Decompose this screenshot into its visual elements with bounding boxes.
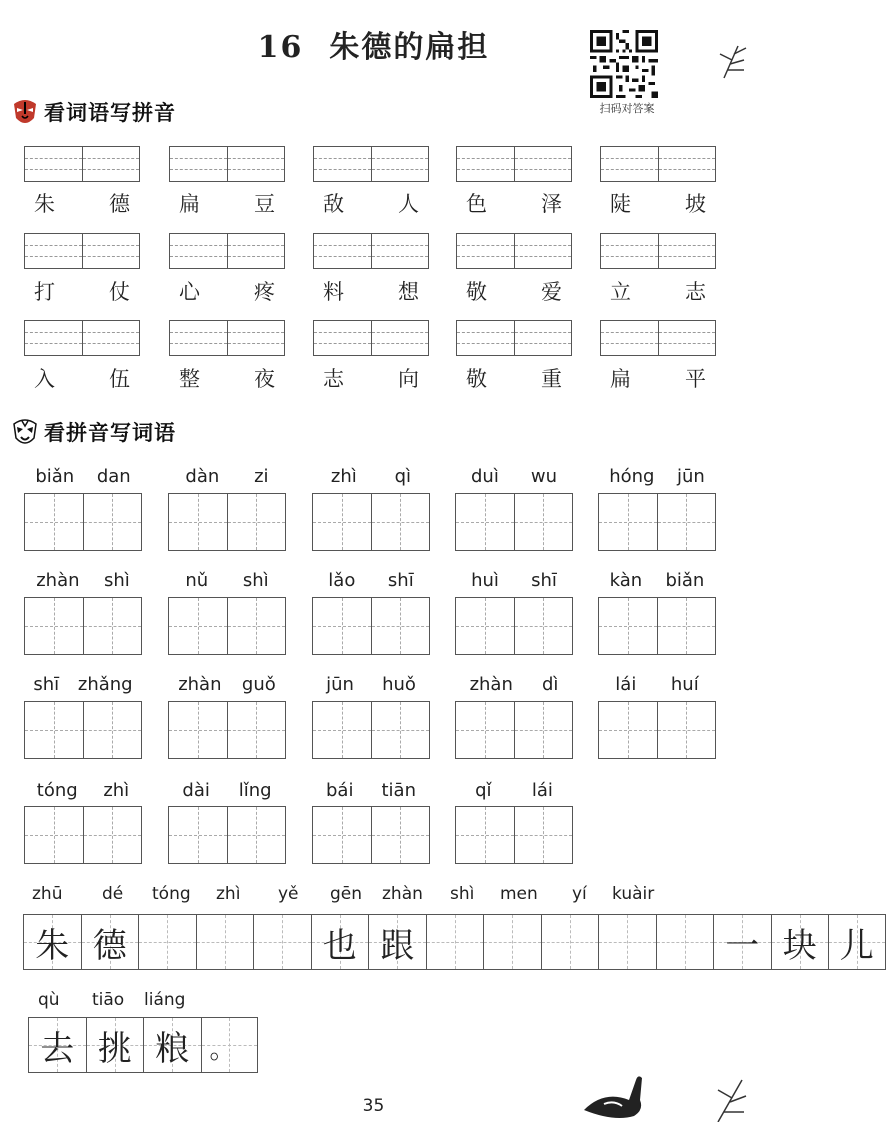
pinyin-label: duì wu	[471, 466, 557, 487]
sentence-grid-line-1[interactable]	[23, 914, 886, 970]
pinyin-label: shī zhǎng	[33, 674, 133, 695]
word: 陡 坡	[610, 192, 706, 216]
pinyin-grid[interactable]	[169, 146, 285, 182]
word: 色 泽	[466, 192, 562, 216]
writing-grid[interactable]	[455, 806, 573, 864]
sentence-pinyin: yě	[278, 884, 299, 904]
opera-mask-icon	[12, 418, 38, 446]
sentence-cell	[426, 914, 484, 970]
sentence-pinyin: gēn	[330, 884, 363, 904]
writing-grid[interactable]	[312, 597, 430, 655]
page-number: 35	[362, 1096, 385, 1116]
sentence-pinyin: liáng	[144, 990, 186, 1010]
sentence-pinyin: qù	[38, 990, 60, 1010]
pinyin-grid[interactable]	[600, 146, 716, 182]
sentence-pinyin: tiāo	[92, 990, 125, 1010]
lesson-number: 16	[257, 30, 304, 65]
pinyin-grid[interactable]	[24, 146, 140, 182]
sentence-pinyin: men	[500, 884, 538, 904]
bamboo-decoration-icon	[718, 40, 748, 80]
pinyin-label: zhì qì	[330, 466, 412, 487]
sentence-cell	[656, 914, 714, 970]
pinyin-label: lǎo shī	[328, 570, 414, 591]
pinyin-grid[interactable]	[24, 233, 140, 269]
sentence-cell: 粮	[143, 1017, 201, 1073]
word: 心 疼	[179, 280, 275, 304]
writing-grid[interactable]	[24, 806, 142, 864]
section-2-title: 看拼音写词语	[44, 421, 176, 445]
pinyin-grid[interactable]	[313, 233, 429, 269]
sentence-cell: 也	[311, 914, 369, 970]
sentence-cell	[541, 914, 599, 970]
writing-grid[interactable]	[598, 493, 716, 551]
pinyin-label: hóng jūn	[609, 466, 705, 487]
word: 朱 德	[34, 192, 130, 216]
pinyin-grid[interactable]	[24, 320, 140, 356]
pinyin-label: qǐ lái	[475, 780, 553, 801]
writing-grid[interactable]	[455, 493, 573, 551]
lesson-title: 朱德的扁担	[329, 30, 490, 65]
writing-grid[interactable]	[312, 701, 430, 759]
sentence-cell	[196, 914, 254, 970]
sentence-cell	[253, 914, 311, 970]
writing-grid[interactable]	[312, 493, 430, 551]
sentence-cell: 块	[771, 914, 829, 970]
sentence-pinyin: yí	[572, 884, 587, 904]
pinyin-label: zhàn dì	[469, 674, 559, 695]
word: 整 夜	[179, 367, 275, 391]
pinyin-grid[interactable]	[313, 320, 429, 356]
pinyin-label: huì shī	[471, 570, 557, 591]
writing-grid[interactable]	[168, 806, 286, 864]
pinyin-label: jūn huǒ	[326, 674, 416, 695]
sentence-cell: 儿	[828, 914, 886, 970]
word: 敬 重	[466, 367, 562, 391]
pinyin-label: dàn zi	[185, 466, 269, 487]
writing-grid[interactable]	[24, 701, 142, 759]
word: 敬 爱	[466, 280, 562, 304]
sentence-pinyin: dé	[102, 884, 124, 904]
pinyin-label: zhàn shì	[36, 570, 130, 591]
sentence-cell: 挑	[86, 1017, 144, 1073]
sentence-cell: 。	[201, 1017, 259, 1073]
pinyin-label: dài lǐng	[182, 780, 272, 801]
sentence-pinyin: zhì	[216, 884, 241, 904]
sentence-cell: 去	[28, 1017, 86, 1073]
section-1-title: 看词语写拼音	[44, 101, 176, 125]
sentence-pinyin: tóng	[152, 884, 191, 904]
writing-grid[interactable]	[168, 701, 286, 759]
section-header-write-words	[12, 417, 176, 447]
writing-grid[interactable]	[168, 493, 286, 551]
sentence-cell	[598, 914, 656, 970]
pinyin-grid[interactable]	[600, 233, 716, 269]
writing-grid[interactable]	[598, 597, 716, 655]
sentence-cell: 朱	[23, 914, 81, 970]
pinyin-grid[interactable]	[600, 320, 716, 356]
word: 敌 人	[323, 192, 419, 216]
word: 入 伍	[34, 367, 130, 391]
writing-grid[interactable]	[598, 701, 716, 759]
pinyin-label: bái tiān	[326, 780, 416, 801]
pinyin-label: tóng zhì	[36, 780, 130, 801]
word: 志 向	[323, 367, 419, 391]
writing-grid[interactable]	[312, 806, 430, 864]
pinyin-label: biǎn dan	[35, 466, 131, 487]
opera-mask-icon	[12, 98, 38, 126]
sentence-cell	[138, 914, 196, 970]
qr-code-icon[interactable]	[590, 30, 658, 98]
sentence-cell	[483, 914, 541, 970]
section-header-write-pinyin	[12, 97, 176, 127]
writing-grid[interactable]	[24, 493, 142, 551]
sentence-pinyin: zhū	[32, 884, 63, 904]
pinyin-label: zhàn guǒ	[178, 674, 276, 695]
sentence-cell: 德	[81, 914, 139, 970]
writing-grid[interactable]	[455, 597, 573, 655]
writing-grid[interactable]	[168, 597, 286, 655]
pinyin-label: lái huí	[615, 674, 699, 695]
pinyin-grid[interactable]	[169, 233, 285, 269]
pinyin-grid[interactable]	[456, 146, 572, 182]
sentence-pinyin: shì	[450, 884, 475, 904]
sentence-pinyin: kuàir	[612, 884, 655, 904]
writing-grid[interactable]	[455, 701, 573, 759]
sentence-pinyin: zhàn	[382, 884, 423, 904]
word: 扁 豆	[179, 192, 275, 216]
pinyin-label: kàn biǎn	[609, 570, 705, 591]
word: 料 想	[323, 280, 419, 304]
pinyin-grid[interactable]	[456, 233, 572, 269]
pinyin-label: nǔ shì	[185, 570, 269, 591]
pinyin-grid[interactable]	[169, 320, 285, 356]
sentence-grid-line-2[interactable]	[28, 1017, 258, 1073]
pinyin-grid[interactable]	[313, 146, 429, 182]
word: 立 志	[610, 280, 706, 304]
pinyin-grid[interactable]	[456, 320, 572, 356]
qr-caption: 扫码对答案	[599, 102, 655, 115]
sentence-cell: 跟	[368, 914, 426, 970]
sentence-cell: 一	[713, 914, 771, 970]
word: 打 仗	[34, 280, 130, 304]
word: 扁 平	[610, 367, 706, 391]
writing-grid[interactable]	[24, 597, 142, 655]
